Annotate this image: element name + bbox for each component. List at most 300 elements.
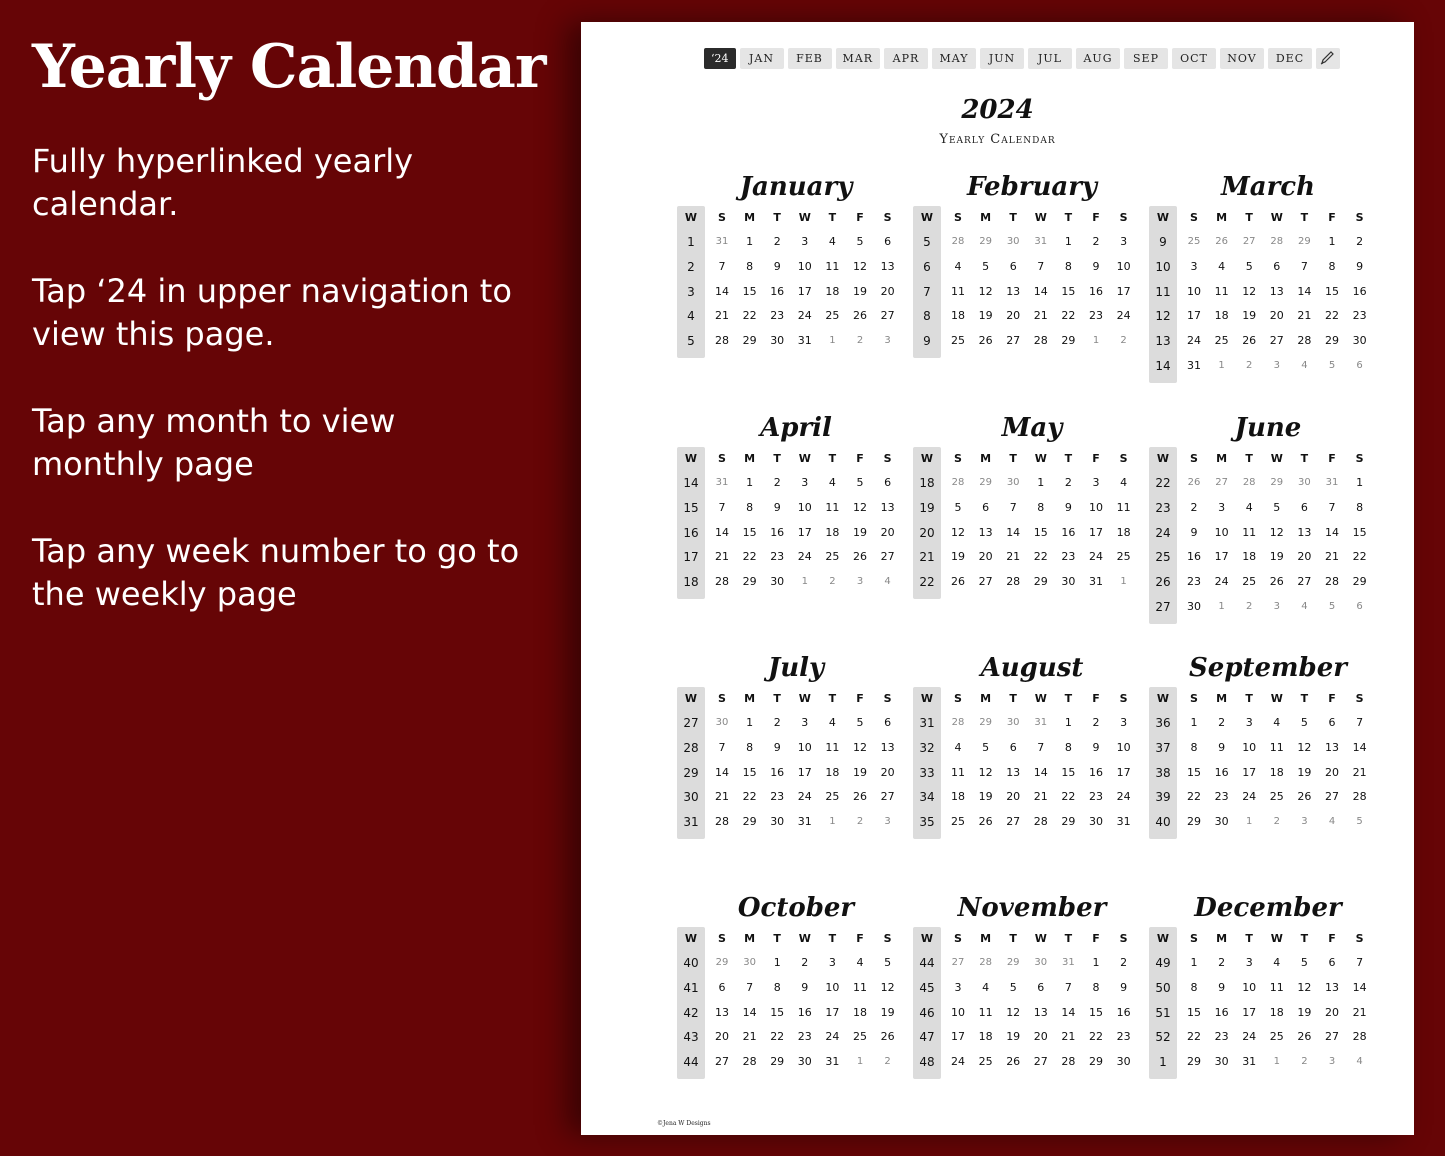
day-cell[interactable]: 5: [982, 740, 990, 754]
day-cell[interactable]: 14: [715, 765, 729, 779]
pencil-icon[interactable]: [1316, 48, 1340, 69]
nav-tab-oct[interactable]: OCT: [1172, 48, 1216, 69]
day-cell[interactable]: 9: [773, 500, 781, 514]
day-cell[interactable]: 15: [1089, 1005, 1103, 1019]
day-cell[interactable]: 23: [1352, 309, 1367, 323]
day-cell[interactable]: 30: [1214, 815, 1229, 829]
day-cell[interactable]: 19: [853, 765, 867, 779]
day-cell[interactable]: 9: [773, 259, 781, 273]
day-cell[interactable]: 19: [1242, 309, 1257, 323]
day-cell[interactable]: 24: [797, 550, 812, 564]
day-cell[interactable]: 18: [853, 1005, 867, 1019]
day-cell[interactable]: 16: [1089, 765, 1103, 779]
day-cell[interactable]: 27: [715, 1055, 729, 1069]
week-number[interactable]: 11: [1155, 284, 1171, 299]
day-cell[interactable]: 23: [1187, 575, 1201, 589]
day-cell[interactable]: 21: [1061, 1030, 1076, 1044]
day-cell[interactable]: 6: [1328, 716, 1336, 729]
day-cell[interactable]: 11: [1269, 980, 1284, 994]
day-cell[interactable]: 4: [1273, 956, 1281, 969]
day-cell[interactable]: 28: [1006, 575, 1021, 589]
day-cell[interactable]: 12: [1242, 284, 1257, 298]
day-cell[interactable]: 10: [1187, 284, 1201, 298]
day-cell[interactable]: 10: [1116, 259, 1131, 273]
week-number[interactable]: 35: [919, 815, 935, 830]
week-number[interactable]: 50: [1155, 980, 1171, 995]
day-cell[interactable]: 17: [1242, 1005, 1257, 1019]
day-cell[interactable]: 23: [797, 1030, 812, 1044]
month-title-september[interactable]: September: [1189, 653, 1347, 683]
day-cell[interactable]: 16: [1352, 284, 1367, 298]
day-cell[interactable]: 12: [880, 980, 895, 994]
day-cell[interactable]: 17: [1214, 550, 1229, 564]
day-cell[interactable]: 2: [1190, 500, 1198, 514]
day-cell[interactable]: 22: [1033, 550, 1048, 564]
day-cell[interactable]: 11: [1242, 525, 1257, 539]
day-cell[interactable]: 24: [1116, 790, 1131, 804]
week-number[interactable]: 38: [1155, 765, 1171, 780]
day-cell[interactable]: 6: [1300, 500, 1308, 514]
day-cell[interactable]: 27: [880, 550, 895, 564]
day-cell[interactable]: 13: [1325, 740, 1339, 754]
day-cell[interactable]: 11: [1116, 500, 1131, 514]
day-cell[interactable]: 22: [742, 790, 757, 804]
day-cell[interactable]: 31: [1242, 1055, 1257, 1069]
day-cell[interactable]: 15: [1187, 1005, 1201, 1019]
day-cell[interactable]: 5: [856, 235, 864, 248]
day-cell[interactable]: 21: [1352, 765, 1367, 779]
day-cell[interactable]: 24: [1214, 575, 1229, 589]
day-cell[interactable]: 1: [1356, 476, 1364, 489]
day-cell[interactable]: 1: [746, 716, 754, 729]
day-cell[interactable]: 15: [742, 284, 757, 298]
week-number[interactable]: 31: [919, 716, 935, 730]
day-cell[interactable]: 10: [1242, 740, 1257, 754]
day-cell[interactable]: 5: [1009, 980, 1017, 994]
day-cell[interactable]: 1: [1190, 956, 1198, 969]
day-cell[interactable]: 20: [880, 765, 895, 779]
day-cell[interactable]: 14: [1325, 525, 1339, 539]
day-cell[interactable]: 24: [1116, 309, 1131, 323]
day-cell[interactable]: 29: [1187, 1055, 1201, 1069]
day-cell[interactable]: 19: [1297, 765, 1312, 779]
day-cell[interactable]: 13: [1033, 1005, 1048, 1019]
day-cell[interactable]: 26: [978, 815, 993, 829]
week-number[interactable]: 46: [919, 1005, 935, 1020]
day-cell[interactable]: 2: [1356, 235, 1364, 248]
day-cell[interactable]: 9: [1356, 259, 1364, 273]
month-title-february[interactable]: February: [966, 172, 1097, 202]
week-number[interactable]: 26: [1155, 575, 1171, 590]
day-cell[interactable]: 3: [1120, 716, 1128, 729]
nav-tab-jul[interactable]: JUL: [1028, 48, 1072, 69]
day-cell[interactable]: 16: [770, 525, 785, 539]
day-cell[interactable]: 30: [1187, 600, 1201, 613]
day-cell[interactable]: 8: [1190, 740, 1198, 754]
nav-tab-jun[interactable]: JUN: [980, 48, 1024, 69]
day-cell[interactable]: 1: [1092, 956, 1100, 969]
day-cell[interactable]: 25: [1116, 550, 1131, 564]
day-cell[interactable]: 19: [1006, 1030, 1021, 1044]
week-number[interactable]: 31: [683, 815, 699, 830]
week-number[interactable]: 28: [683, 740, 699, 755]
day-cell[interactable]: 9: [1218, 980, 1226, 994]
day-cell[interactable]: 2: [773, 235, 781, 248]
day-cell[interactable]: 14: [1033, 765, 1048, 779]
nav-tab-apr[interactable]: APR: [884, 48, 928, 69]
nav-tab-feb[interactable]: FEB: [788, 48, 832, 69]
day-cell[interactable]: 21: [1297, 309, 1312, 323]
day-cell[interactable]: 4: [828, 235, 836, 248]
week-number[interactable]: 22: [919, 575, 935, 590]
day-cell[interactable]: 8: [1064, 259, 1072, 273]
day-cell[interactable]: 11: [825, 500, 840, 514]
day-cell[interactable]: 28: [1061, 1055, 1076, 1069]
day-cell[interactable]: 8: [1037, 500, 1045, 514]
day-cell[interactable]: 1: [746, 476, 754, 489]
day-cell[interactable]: 28: [1297, 334, 1312, 348]
nav-tab-year[interactable]: ‘24: [704, 48, 736, 69]
week-number[interactable]: 13: [1155, 334, 1171, 349]
month-title-november[interactable]: November: [957, 893, 1107, 923]
day-cell[interactable]: 7: [1328, 500, 1336, 514]
day-cell[interactable]: 30: [770, 815, 785, 829]
day-cell[interactable]: 7: [718, 259, 726, 273]
day-cell[interactable]: 12: [1297, 740, 1312, 754]
day-cell[interactable]: 2: [773, 716, 781, 729]
day-cell[interactable]: 17: [1116, 765, 1131, 779]
week-number[interactable]: 30: [683, 790, 699, 805]
day-cell[interactable]: 3: [1092, 476, 1100, 489]
day-cell[interactable]: 7: [1009, 500, 1017, 514]
day-cell[interactable]: 28: [1033, 334, 1048, 348]
day-cell[interactable]: 25: [825, 790, 840, 804]
day-cell[interactable]: 6: [1273, 259, 1281, 273]
day-cell[interactable]: 11: [951, 284, 965, 298]
day-cell[interactable]: 7: [1356, 956, 1364, 969]
week-number[interactable]: 15: [683, 500, 699, 515]
day-cell[interactable]: 18: [1242, 550, 1257, 564]
day-cell[interactable]: 6: [1037, 980, 1045, 994]
month-title-december[interactable]: December: [1194, 893, 1342, 923]
day-cell[interactable]: 31: [797, 334, 812, 348]
day-cell[interactable]: 18: [825, 525, 840, 539]
week-number[interactable]: 48: [919, 1055, 935, 1070]
day-cell[interactable]: 28: [742, 1055, 757, 1069]
day-cell[interactable]: 28: [1325, 575, 1339, 589]
day-cell[interactable]: 15: [770, 1005, 785, 1019]
day-cell[interactable]: 14: [1352, 740, 1367, 754]
day-cell[interactable]: 18: [1214, 309, 1229, 323]
nav-tab-mar[interactable]: MAR: [836, 48, 881, 69]
day-cell[interactable]: 19: [853, 284, 867, 298]
day-cell[interactable]: 22: [1061, 790, 1076, 804]
nav-tab-aug[interactable]: AUG: [1076, 48, 1120, 69]
day-cell[interactable]: 29: [1089, 1055, 1103, 1069]
day-cell[interactable]: 7: [746, 980, 754, 994]
day-cell[interactable]: 10: [1089, 500, 1103, 514]
day-cell[interactable]: 27: [978, 575, 993, 589]
day-cell[interactable]: 26: [853, 309, 867, 323]
day-cell[interactable]: 3: [1120, 235, 1128, 248]
day-cell[interactable]: 19: [978, 790, 993, 804]
day-cell[interactable]: 17: [825, 1005, 840, 1019]
week-number[interactable]: 49: [1155, 956, 1171, 970]
day-cell[interactable]: 5: [1273, 500, 1281, 514]
day-cell[interactable]: 11: [951, 765, 965, 779]
day-cell[interactable]: 13: [1325, 980, 1339, 994]
day-cell[interactable]: 19: [880, 1005, 895, 1019]
day-cell[interactable]: 22: [1061, 309, 1076, 323]
week-number[interactable]: 47: [919, 1030, 935, 1045]
day-cell[interactable]: 24: [797, 790, 812, 804]
day-cell[interactable]: 2: [1218, 956, 1226, 969]
day-cell[interactable]: 16: [1089, 284, 1103, 298]
day-cell[interactable]: 26: [1297, 1030, 1312, 1044]
day-cell[interactable]: 16: [1116, 1005, 1131, 1019]
day-cell[interactable]: 29: [1187, 815, 1201, 829]
day-cell[interactable]: 8: [1328, 259, 1336, 273]
week-number[interactable]: 33: [919, 765, 935, 780]
day-cell[interactable]: 5: [856, 476, 864, 489]
day-cell[interactable]: 5: [1245, 259, 1253, 273]
day-cell[interactable]: 28: [1352, 790, 1367, 804]
day-cell[interactable]: 13: [1006, 284, 1021, 298]
day-cell[interactable]: 14: [1352, 980, 1367, 994]
day-cell[interactable]: 28: [1033, 815, 1048, 829]
week-number[interactable]: 29: [683, 765, 699, 780]
day-cell[interactable]: 12: [1297, 980, 1312, 994]
week-number[interactable]: 27: [683, 716, 699, 730]
day-cell[interactable]: 9: [1218, 740, 1226, 754]
week-number[interactable]: 19: [919, 500, 935, 515]
day-cell[interactable]: 22: [742, 550, 757, 564]
day-cell[interactable]: 17: [1116, 284, 1131, 298]
week-number[interactable]: 2: [687, 259, 695, 274]
day-cell[interactable]: 10: [951, 1005, 965, 1019]
week-number[interactable]: 9: [1159, 235, 1167, 249]
day-cell[interactable]: 26: [853, 550, 867, 564]
day-cell[interactable]: 27: [1325, 790, 1339, 804]
day-cell[interactable]: 11: [978, 1005, 993, 1019]
day-cell[interactable]: 18: [951, 309, 965, 323]
day-cell[interactable]: 4: [954, 259, 962, 273]
week-number[interactable]: 44: [919, 956, 935, 970]
day-cell[interactable]: 8: [1190, 980, 1198, 994]
day-cell[interactable]: 31: [825, 1055, 840, 1069]
day-cell[interactable]: 21: [1033, 790, 1048, 804]
week-number[interactable]: 43: [683, 1030, 699, 1045]
day-cell[interactable]: 3: [1245, 716, 1253, 729]
day-cell[interactable]: 28: [715, 334, 729, 348]
day-cell[interactable]: 30: [1352, 334, 1367, 348]
day-cell[interactable]: 12: [951, 525, 965, 539]
week-number[interactable]: 18: [919, 476, 935, 490]
day-cell[interactable]: 25: [1214, 334, 1229, 348]
day-cell[interactable]: 12: [1269, 525, 1284, 539]
day-cell[interactable]: 4: [828, 716, 836, 729]
day-cell[interactable]: 11: [825, 740, 840, 754]
day-cell[interactable]: 30: [797, 1055, 812, 1069]
day-cell[interactable]: 7: [1037, 259, 1045, 273]
day-cell[interactable]: 11: [825, 259, 840, 273]
day-cell[interactable]: 8: [746, 500, 754, 514]
day-cell[interactable]: 18: [1269, 765, 1284, 779]
day-cell[interactable]: 14: [742, 1005, 757, 1019]
day-cell[interactable]: 26: [1242, 334, 1257, 348]
day-cell[interactable]: 14: [715, 525, 729, 539]
month-title-april[interactable]: April: [760, 413, 832, 443]
day-cell[interactable]: 23: [1089, 309, 1103, 323]
day-cell[interactable]: 21: [1352, 1005, 1367, 1019]
day-cell[interactable]: 18: [825, 765, 840, 779]
day-cell[interactable]: 7: [1064, 980, 1072, 994]
day-cell[interactable]: 29: [1061, 815, 1076, 829]
day-cell[interactable]: 10: [1116, 740, 1131, 754]
day-cell[interactable]: 15: [1061, 284, 1076, 298]
day-cell[interactable]: 12: [978, 765, 993, 779]
day-cell[interactable]: 3: [828, 956, 836, 969]
week-number[interactable]: 12: [1155, 309, 1171, 324]
day-cell[interactable]: 17: [1089, 525, 1103, 539]
week-number[interactable]: 4: [687, 309, 695, 324]
week-number[interactable]: 23: [1155, 500, 1171, 515]
day-cell[interactable]: 26: [1006, 1055, 1021, 1069]
day-cell[interactable]: 13: [880, 740, 895, 754]
day-cell[interactable]: 16: [770, 765, 785, 779]
day-cell[interactable]: 24: [1187, 334, 1201, 348]
day-cell[interactable]: 16: [1214, 1005, 1229, 1019]
day-cell[interactable]: 26: [880, 1030, 895, 1044]
day-cell[interactable]: 29: [742, 575, 757, 589]
day-cell[interactable]: 25: [1269, 790, 1284, 804]
day-cell[interactable]: 19: [951, 550, 965, 564]
month-title-may[interactable]: May: [1001, 413, 1063, 443]
day-cell[interactable]: 30: [1214, 1055, 1229, 1069]
day-cell[interactable]: 27: [880, 790, 895, 804]
week-number[interactable]: 42: [683, 1005, 699, 1020]
day-cell[interactable]: 17: [951, 1030, 965, 1044]
week-number[interactable]: 5: [687, 334, 695, 349]
day-cell[interactable]: 14: [715, 284, 729, 298]
day-cell[interactable]: 26: [1269, 575, 1284, 589]
day-cell[interactable]: 2: [1092, 235, 1100, 248]
day-cell[interactable]: 29: [1352, 575, 1367, 589]
day-cell[interactable]: 29: [770, 1055, 785, 1069]
week-number[interactable]: 41: [683, 980, 699, 995]
day-cell[interactable]: 22: [1187, 1030, 1201, 1044]
day-cell[interactable]: 23: [770, 550, 785, 564]
day-cell[interactable]: 1: [1328, 235, 1336, 248]
week-number[interactable]: 40: [683, 956, 699, 970]
day-cell[interactable]: 13: [715, 1005, 729, 1019]
day-cell[interactable]: 10: [1214, 525, 1229, 539]
month-title-march[interactable]: March: [1220, 172, 1316, 202]
day-cell[interactable]: 20: [1006, 790, 1021, 804]
day-cell[interactable]: 16: [1187, 550, 1201, 564]
day-cell[interactable]: 25: [951, 815, 965, 829]
day-cell[interactable]: 6: [884, 235, 892, 248]
day-cell[interactable]: 25: [825, 309, 840, 323]
day-cell[interactable]: 27: [880, 309, 895, 323]
day-cell[interactable]: 9: [1092, 740, 1100, 754]
day-cell[interactable]: 6: [884, 476, 892, 489]
day-cell[interactable]: 19: [978, 309, 993, 323]
day-cell[interactable]: 7: [1356, 716, 1364, 729]
day-cell[interactable]: 22: [1089, 1030, 1103, 1044]
day-cell[interactable]: 20: [1033, 1030, 1048, 1044]
day-cell[interactable]: 25: [1242, 575, 1257, 589]
day-cell[interactable]: 8: [746, 740, 754, 754]
day-cell[interactable]: 4: [828, 476, 836, 489]
day-cell[interactable]: 16: [1061, 525, 1076, 539]
day-cell[interactable]: 12: [1006, 1005, 1021, 1019]
day-cell[interactable]: 1: [746, 235, 754, 248]
week-number[interactable]: 10: [1155, 259, 1171, 274]
day-cell[interactable]: 14: [1297, 284, 1312, 298]
week-number[interactable]: 1: [687, 235, 695, 249]
day-cell[interactable]: 8: [773, 980, 781, 994]
day-cell[interactable]: 20: [880, 284, 895, 298]
day-cell[interactable]: 27: [1269, 334, 1284, 348]
day-cell[interactable]: 4: [1218, 259, 1226, 273]
day-cell[interactable]: 21: [1325, 550, 1339, 564]
day-cell[interactable]: 30: [1061, 575, 1076, 589]
nav-tab-jan[interactable]: JAN: [740, 48, 784, 69]
day-cell[interactable]: 22: [1325, 309, 1339, 323]
day-cell[interactable]: 13: [1269, 284, 1284, 298]
day-cell[interactable]: 15: [1325, 284, 1339, 298]
day-cell[interactable]: 4: [1120, 476, 1128, 489]
day-cell[interactable]: 2: [1092, 716, 1100, 729]
day-cell[interactable]: 19: [853, 525, 867, 539]
nav-tab-sep[interactable]: SEP: [1124, 48, 1168, 69]
day-cell[interactable]: 16: [1214, 765, 1229, 779]
day-cell[interactable]: 9: [1064, 500, 1072, 514]
week-number[interactable]: 14: [683, 476, 699, 490]
day-cell[interactable]: 10: [825, 980, 840, 994]
day-cell[interactable]: 24: [1242, 1030, 1257, 1044]
day-cell[interactable]: 28: [1352, 1030, 1367, 1044]
day-cell[interactable]: 15: [742, 525, 757, 539]
day-cell[interactable]: 31: [797, 815, 812, 829]
day-cell[interactable]: 13: [1006, 765, 1021, 779]
day-cell[interactable]: 18: [1269, 1005, 1284, 1019]
week-number[interactable]: 16: [683, 525, 699, 540]
day-cell[interactable]: 6: [718, 980, 726, 994]
day-cell[interactable]: 9: [1120, 980, 1128, 994]
day-cell[interactable]: 13: [880, 259, 895, 273]
day-cell[interactable]: 16: [797, 1005, 812, 1019]
day-cell[interactable]: 25: [1269, 1030, 1284, 1044]
day-cell[interactable]: 1: [773, 956, 781, 969]
day-cell[interactable]: 16: [770, 284, 785, 298]
month-title-october[interactable]: October: [737, 893, 855, 923]
day-cell[interactable]: 23: [1089, 790, 1103, 804]
day-cell[interactable]: 7: [1037, 740, 1045, 754]
day-cell[interactable]: 11: [1214, 284, 1229, 298]
day-cell[interactable]: 20: [1297, 550, 1312, 564]
week-number[interactable]: 6: [923, 259, 931, 274]
day-cell[interactable]: 2: [801, 956, 809, 969]
week-number[interactable]: 22: [1155, 476, 1171, 490]
day-cell[interactable]: 27: [1006, 815, 1021, 829]
day-cell[interactable]: 19: [1269, 550, 1284, 564]
day-cell[interactable]: 3: [801, 716, 809, 729]
day-cell[interactable]: 22: [1187, 790, 1201, 804]
week-number[interactable]: 7: [923, 284, 931, 299]
day-cell[interactable]: 15: [1033, 525, 1048, 539]
